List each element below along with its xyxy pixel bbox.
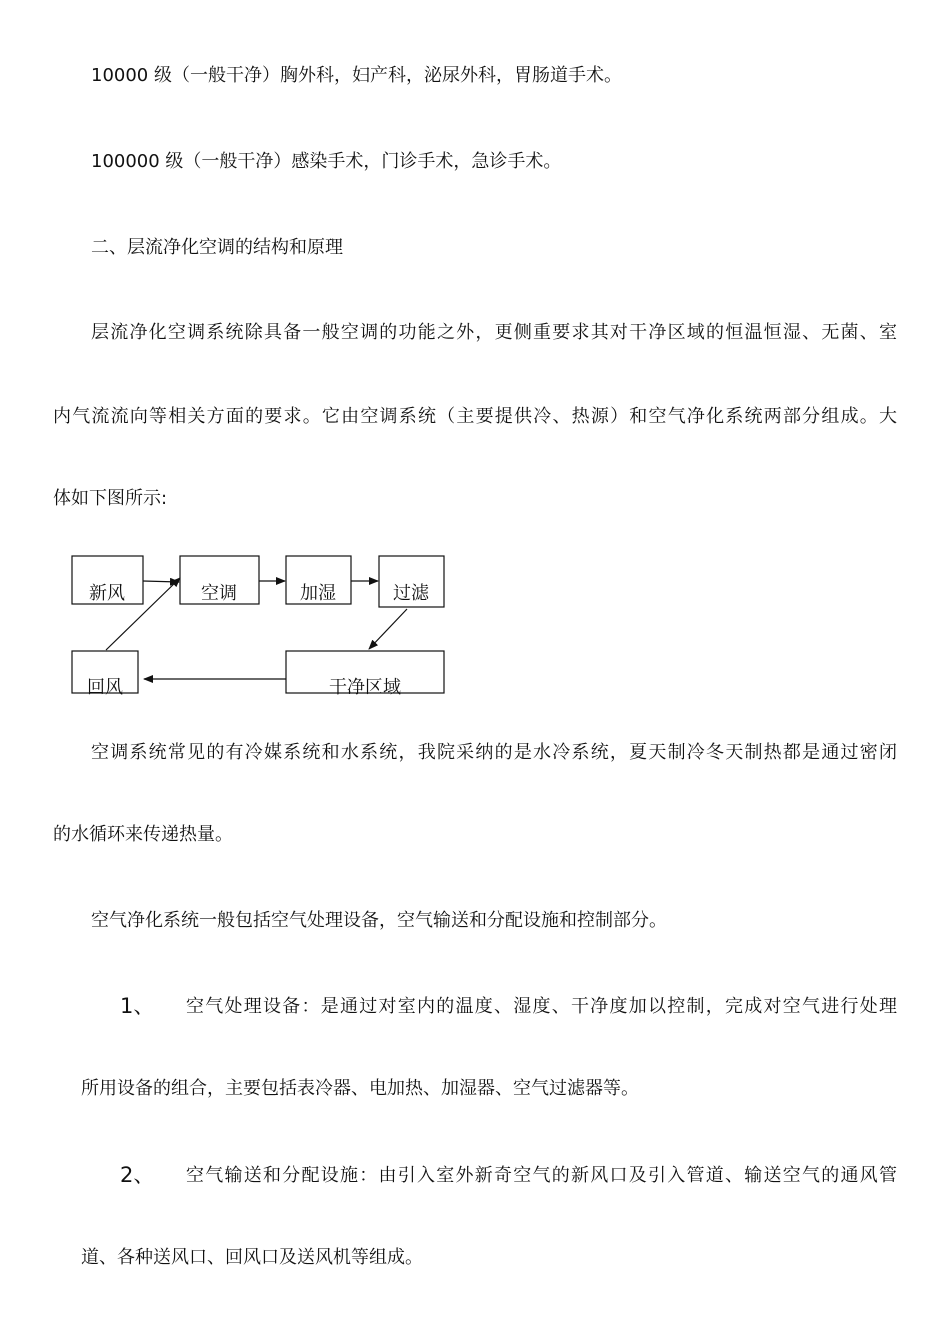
filter-box: [379, 556, 444, 607]
clean-area-label: 干净区域: [329, 677, 401, 698]
item-2-line-1: 空气输送和分配设施：由引入室外新奇空气的新风口及引入管道、输送空气的通风管: [186, 1165, 897, 1186]
intro-line-3: 体如下图所示:: [53, 488, 168, 509]
return-air-label: 回风: [87, 677, 123, 698]
item-1-line-1: 空气处理设备：是通过对室内的温度、湿度、干净度加以控制，完成对空气进行处理: [186, 996, 897, 1017]
paragraph-grade-100000: 100000 级（一般干净）感染手术，门诊手术，急诊手术。: [91, 151, 562, 172]
item-2-number: 2、: [120, 1163, 155, 1187]
humidify-box: [286, 556, 351, 604]
fresh-air-box: [72, 556, 143, 604]
fresh-air-label: 新风: [89, 583, 125, 604]
intro-line-1: 层流净化空调系统除具备一般空调的功能之外，更侧重要求其对干净区域的恒温恒湿、无菌、室: [91, 322, 897, 343]
ac-system-line-2: 的水循环来传递热量。: [53, 824, 233, 845]
item-1-line-2: 所用设备的组合，主要包括表冷器、电加热、加湿器、空气过滤器等。: [81, 1078, 639, 1099]
arrow-fresh-to-ac: [143, 581, 179, 582]
air-conditioning-label: 空调: [201, 583, 237, 604]
item-1-number: 1、: [120, 994, 155, 1018]
clean-area-box: [286, 651, 444, 698]
purify-summary: 空气净化系统一般包括空气处理设备，空气输送和分配设施和控制部分。: [91, 910, 667, 931]
air-flow-diagram: [0, 545, 460, 705]
section-heading: 二、层流净化空调的结构和原理: [91, 237, 343, 258]
item-2-line-2: 道、各种送风口、回风口及送风机等组成。: [81, 1247, 423, 1268]
ac-system-line-1: 空调系统常见的有冷媒系统和水系统，我院采纳的是水冷系统，夏天制冷冬天制热都是通过密闭: [91, 742, 897, 763]
filter-label: 过滤: [393, 583, 429, 604]
humidify-label: 加湿: [300, 583, 336, 604]
return-air-box: [72, 651, 138, 698]
paragraph-grade-10000: 10000 级（一般干净）胸外科，妇产科，泌尿外科，胃肠道手术。: [91, 65, 622, 86]
intro-line-2: 内气流流向等相关方面的要求。它由空调系统（主要提供冷、热源）和空气净化系统两部分组成。大: [53, 406, 897, 427]
air-conditioning-box: [180, 556, 259, 604]
arrow-filter-to-clean-area: [369, 609, 407, 649]
